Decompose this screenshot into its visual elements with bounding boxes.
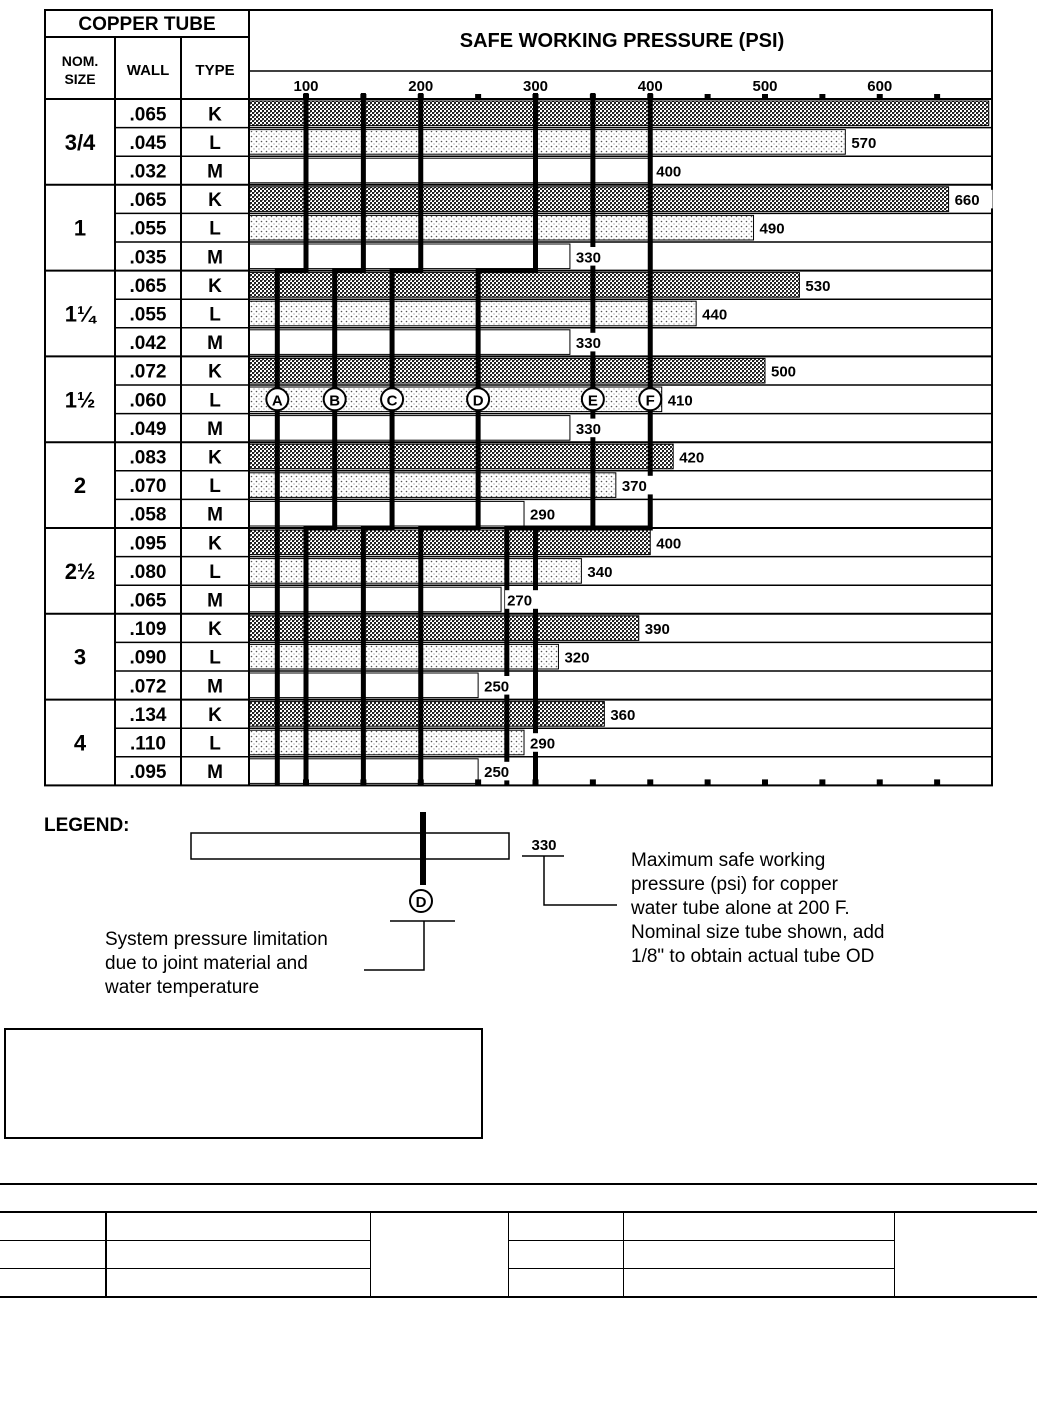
footer-cell (508, 1212, 623, 1241)
x-tick-mark-bottom (647, 779, 653, 785)
type-cell: L (209, 561, 221, 583)
footer-cell (623, 1269, 894, 1298)
nominal-size-label: 3/4 (64, 129, 96, 155)
x-minor-tick-bottom (705, 779, 711, 785)
header-nom-size: NOM. (61, 53, 99, 69)
pressure-bar (249, 730, 524, 755)
footer-cell (623, 1241, 894, 1269)
legend-note-left-line: System pressure limitation (105, 929, 328, 950)
wall-cell: .065 (129, 275, 167, 297)
pressure-bar (249, 473, 616, 498)
wall-cell: .060 (129, 390, 167, 412)
footer-rule (0, 1183, 1037, 1185)
value-label: 420 (679, 449, 705, 467)
pressure-bar (249, 444, 673, 469)
pressure-bar (249, 644, 558, 669)
type-cell: L (209, 132, 221, 154)
wall-cell: .065 (129, 590, 167, 612)
nominal-size-label: 2½ (64, 558, 96, 584)
legend-note-right-line: pressure (psi) for copper (631, 874, 838, 895)
value-label: 250 (484, 764, 510, 782)
pressure-bar (249, 501, 524, 526)
wall-cell: .083 (129, 447, 167, 469)
footer-row (0, 1269, 1037, 1298)
type-cell: M (207, 590, 223, 612)
pressure-bar (249, 215, 754, 240)
x-tick-label: 300 (522, 78, 549, 95)
footer-cell (894, 1212, 1037, 1297)
legend-left-leader (364, 921, 424, 970)
wall-cell: .095 (129, 533, 167, 555)
legend-title: LEGEND: (44, 815, 130, 836)
type-cell: K (208, 704, 222, 726)
legend-sample-bar (191, 833, 509, 859)
pressure-bar (249, 559, 581, 584)
value-label: 290 (530, 506, 556, 524)
value-label: 390 (644, 621, 670, 639)
system-limit-label: F (645, 392, 655, 410)
value-label: 400 (656, 535, 682, 553)
type-cell: L (209, 647, 221, 669)
x-tick-label: 400 (637, 78, 663, 95)
legend-right-leader (544, 856, 617, 905)
type-cell: K (208, 190, 222, 212)
wall-cell: .065 (129, 190, 167, 212)
type-cell: K (208, 361, 222, 383)
footer-row (0, 1212, 1037, 1241)
value-label: 330 (575, 420, 601, 438)
legend-note-right-line: Maximum safe working (631, 850, 826, 871)
wall-cell: .070 (129, 476, 167, 498)
system-limit-label: E (587, 392, 598, 410)
wall-cell: .134 (129, 704, 167, 726)
x-minor-tick-bottom (819, 779, 825, 785)
type-cell: L (209, 218, 221, 240)
legend-note-left-line: water temperature (105, 977, 260, 998)
type-cell: M (207, 161, 223, 183)
wall-cell: .035 (129, 247, 167, 269)
value-label: 490 (759, 220, 785, 238)
pressure-bar (249, 273, 799, 298)
value-label: 410 (667, 392, 693, 410)
nominal-size-label: 4 (73, 730, 87, 756)
pressure-bar (249, 244, 570, 269)
header-type: TYPE (195, 62, 235, 79)
value-label: 360 (610, 706, 636, 724)
wall-cell: .095 (129, 762, 167, 784)
pressure-bar (249, 702, 604, 727)
value-label: 400 (656, 163, 682, 181)
legend-note-right-line: Nominal size tube shown, add (631, 922, 885, 943)
type-cell: K (208, 619, 222, 641)
pressure-bar (249, 187, 949, 212)
nominal-size-label: 1 (73, 215, 87, 241)
header-wall: WALL (126, 62, 170, 79)
value-label: 290 (530, 735, 556, 753)
footer-cell (370, 1212, 508, 1297)
pressure-bar (249, 158, 650, 183)
type-cell: M (207, 762, 223, 784)
legend-sample-value: 330 (531, 837, 557, 854)
type-cell: M (207, 418, 223, 440)
pressure-bar (249, 358, 765, 383)
footer-cell (0, 1269, 106, 1298)
wall-cell: .072 (129, 361, 167, 383)
empty-note-box (4, 1028, 483, 1139)
system-limit-label: A (271, 392, 283, 410)
wall-cell: .072 (129, 676, 167, 698)
wall-cell: .032 (129, 161, 167, 183)
pressure-bar (249, 130, 845, 155)
wall-cell: .058 (129, 504, 167, 526)
wall-cell: .055 (129, 304, 167, 326)
system-limit-label: B (329, 392, 341, 410)
x-minor-tick-bottom (590, 779, 596, 785)
nominal-size-label: 1¼ (64, 301, 96, 327)
wall-cell: .090 (129, 647, 167, 669)
value-label: 250 (484, 678, 510, 696)
legend-limit-label: D (415, 894, 427, 911)
value-label: 320 (564, 649, 590, 667)
value-label: 660 (954, 192, 980, 210)
wall-cell: .110 (130, 733, 166, 755)
type-cell: M (207, 333, 223, 355)
x-tick-label: 200 (408, 78, 434, 95)
x-tick-label: 500 (752, 78, 778, 95)
type-cell: L (209, 304, 221, 326)
header-nom-size: SIZE (64, 71, 96, 87)
value-label: 440 (702, 306, 728, 324)
legend-note-left-line: due to joint material and (105, 953, 308, 974)
wall-cell: .109 (129, 619, 167, 641)
wall-cell: .055 (129, 218, 167, 240)
wall-cell: .042 (129, 333, 167, 355)
pressure-bar (249, 416, 570, 441)
x-tick-label: 600 (867, 78, 893, 95)
pressure-bar (249, 330, 570, 355)
value-label: 500 (771, 363, 797, 381)
footer-cell (106, 1241, 370, 1269)
footer-row (0, 1241, 1037, 1269)
nominal-size-label: 3 (73, 644, 87, 670)
type-cell: M (207, 247, 223, 269)
type-cell: L (209, 733, 221, 755)
pressure-bar (249, 101, 989, 126)
system-limit-label: C (386, 392, 398, 410)
footer-cell (508, 1269, 623, 1298)
value-label: 330 (575, 249, 601, 267)
system-limit-label: D (472, 392, 484, 410)
pressure-bar (249, 587, 501, 612)
footer-cell (0, 1212, 106, 1241)
x-tick-mark-bottom (877, 779, 883, 785)
footer-cell (0, 1241, 106, 1269)
footer-table (0, 1211, 1037, 1298)
footer-cell (106, 1269, 370, 1298)
type-cell: K (208, 533, 222, 555)
value-label: 340 (587, 563, 613, 581)
type-cell: M (207, 676, 223, 698)
wall-cell: .080 (129, 561, 167, 583)
legend-note-left (105, 928, 328, 1000)
value-label: 330 (575, 335, 601, 353)
value-label: 570 (851, 134, 877, 152)
type-cell: K (208, 104, 222, 126)
pressure-bar (249, 301, 696, 326)
footer-cell (106, 1212, 370, 1241)
type-cell: K (208, 275, 222, 297)
type-cell: L (209, 476, 221, 498)
nominal-size-label: 2 (73, 473, 87, 499)
x-minor-tick-bottom (475, 779, 481, 785)
type-cell: K (208, 447, 222, 469)
legend-note-right-line: 1/8" to obtain actual tube OD (631, 946, 875, 967)
chart-title: SAFE WORKING PRESSURE (PSI) (459, 30, 785, 52)
wall-cell: .045 (129, 132, 167, 154)
value-label: 530 (805, 277, 831, 295)
wall-cell: .065 (129, 104, 167, 126)
value-label: 270 (507, 592, 533, 610)
value-label: 370 (621, 478, 647, 496)
x-tick-label: 100 (293, 78, 319, 95)
footer-cell (508, 1241, 623, 1269)
header-copper-tube: COPPER TUBE (78, 14, 216, 35)
x-minor-tick-bottom (934, 779, 940, 785)
wall-cell: .049 (129, 418, 167, 440)
nominal-size-label: 1½ (64, 387, 96, 413)
legend-note-right (631, 849, 884, 969)
type-cell: L (209, 390, 221, 412)
pressure-bar (249, 530, 650, 555)
footer-cell (623, 1212, 894, 1241)
x-tick-mark-bottom (762, 779, 768, 785)
legend-note-right-line: water tube alone at 200 F. (631, 898, 850, 919)
type-cell: M (207, 504, 223, 526)
